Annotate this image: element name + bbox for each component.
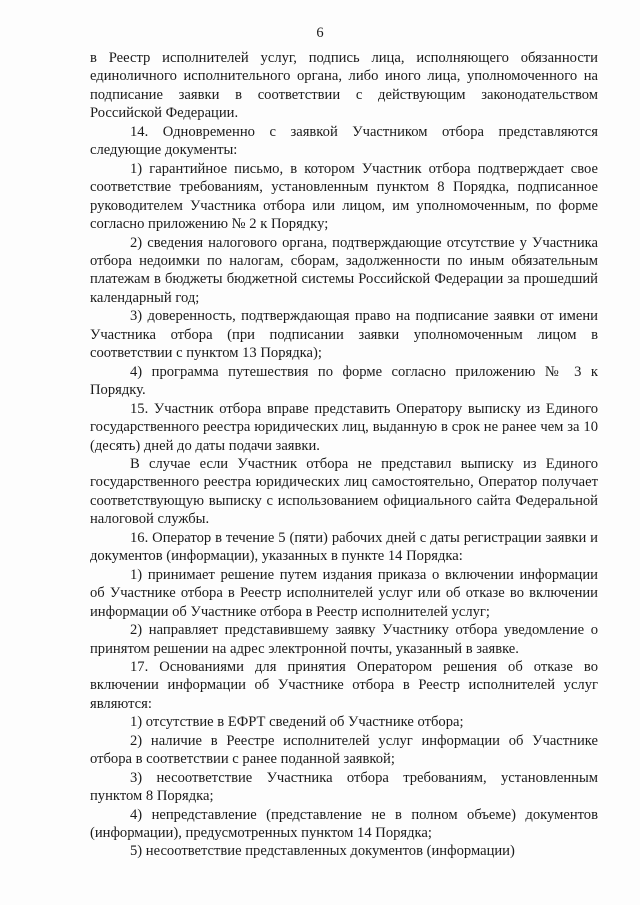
paragraph-16-item-1: 1) принимает решение путем издания приказа о включении информации об Участнике отбора в Реестр исполнителей услуг или об отказе во включении информации об Участнике отбора в Реестр исполнителей услуг; xyxy=(90,566,598,620)
page-number: 6 xyxy=(316,25,324,41)
paragraph-17: 17. Основаниями для принятия Оператором решения об отказе во включении информации об Участнике отбора в Реестр исполнителей услуг являются: xyxy=(90,658,598,712)
paragraph-continuation: в Реестр исполнителей услуг, подпись лица, исполняющего обязанности единоличного исполнительного органа, либо иного лица, уполномоченного на подписание заявки в соответствии с действующим законодательством Российской Федерации. xyxy=(90,50,598,122)
paragraph-17-item-1: 1) отсутствие в ЕФРТ сведений об Участнике отбора; xyxy=(130,714,464,731)
paragraph-17-item-3: 3) несоответствие Участника отбора требованиям, установленным пунктом 8 Порядка; xyxy=(90,769,598,805)
paragraph-17-item-2: 2) наличие в Реестре исполнителей услуг информации об Участнике отбора в соответствии с ранее поданной заявкой; xyxy=(90,732,598,768)
paragraph-16: 16. Оператор в течение 5 (пяти) рабочих дней с даты регистрации заявки и документов (информации), указанных в пункте 14 Порядка: xyxy=(90,529,598,565)
paragraph-14-item-3: 3) доверенность, подтверждающая право на подписание заявки от имени Участника отбора (при подписании заявки уполномоченным лицом в соответствии с пунктом 13 Порядка); xyxy=(90,308,598,362)
paragraph-17-item-4: 4) непредставление (представление не в полном объеме) документов (информации), предусмотренных пунктом 14 Порядка; xyxy=(90,806,598,842)
paragraph-15: 15. Участник отбора вправе представить Оператору выписку из Единого государственного реестра юридических лиц, выданную в срок не ранее чем за 10 (десять) дней до даты подачи заявки. xyxy=(90,400,598,454)
paragraph-14-item-4: 4) программа путешествия по форме согласно приложению № 3 к Порядку. xyxy=(90,363,598,399)
document-body xyxy=(90,49,598,861)
paragraph-15-note: В случае если Участник отбора не представил выписку из Единого государственного реестра юридических лиц самостоятельно, Оператор получает соответствующую выписку с использованием официального сайта Федеральной налоговой службы. xyxy=(90,455,598,528)
paragraph-14-item-2: 2) сведения налогового органа, подтверждающие отсутствие у Участника отбора недоимки по налогам, сборам, задолженности по иным обязательным платежам в бюджеты бюджетной системы Российской Федерации за прошедший календарный год; xyxy=(90,234,598,306)
paragraph-17-item-5: 5) несоответствие представленных документов (информации) xyxy=(130,843,515,860)
paragraph-14: 14. Одновременно с заявкой Участником отбора представляются следующие документы: xyxy=(90,123,598,159)
paragraph-16-item-2: 2) направляет представившему заявку Участнику отбора уведомление о принятом решении на адрес электронной почты, указанный в заявке. xyxy=(90,622,598,657)
paragraph-14-item-1: 1) гарантийное письмо, в котором Участник отбора подтверждает свое соответствие требованиям, установленным пунктом 8 Порядка, подписанное руководителем Участника отбора или лицом, им уполномоченным, по форме согласно приложению № 2 к Порядку; xyxy=(90,160,598,233)
